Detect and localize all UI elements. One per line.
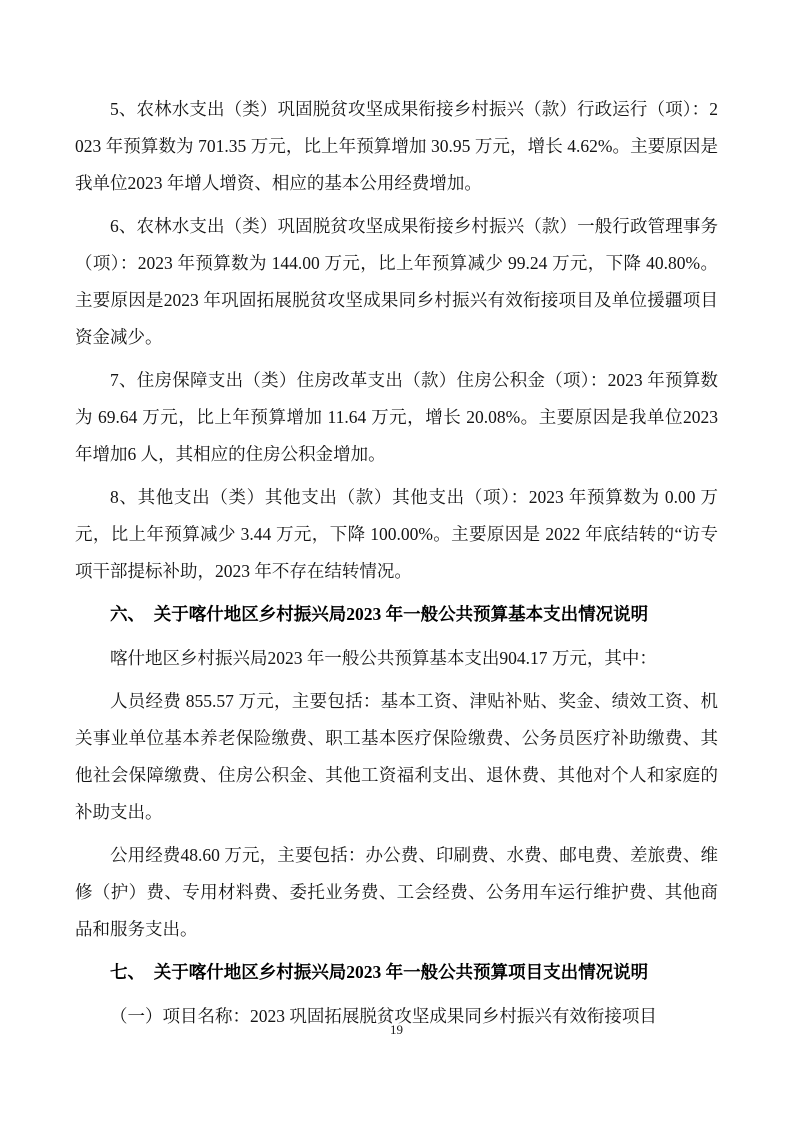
paragraph-item-5-admin-operation: 5、农林水支出（类）巩固脱贫攻坚成果衔接乡村振兴（款）行政运行（项）：2023 年预算数为 701.35 万元，比上年预算增加 30.95 万元，增长 4.62%。主要原因是我单位2023 年增人增资、相应的基本公用经费增加。 [75,99,718,193]
document-page [75,91,718,1041]
section-heading-6-basic-expenditure: 六、 关于喀什地区乡村振兴局2023 年一般公共预算基本支出情况说明 [110,604,649,624]
paragraph-item-8-other-expenditure: 8、其他支出（类）其他支出（款）其他支出（项）：2023 年预算数为 0.00 万元，比上年预算减少 3.44 万元，下降 100.00%。主要原因是 2022 年底结转的“访专项干部提标补助，2023 年不存在结转情况。 [75,487,718,581]
page-number: 19 [390,1022,403,1037]
paragraph-personnel-funds: 人员经费 855.57 万元，主要包括：基本工资、津贴补贴、奖金、绩效工资、机关事业单位基本养老保险缴费、职工基本医疗保险缴费、公务员医疗补助缴费、其他社会保障缴费、住房公积金、其他工资福利支出、退休费、其他对个人和家庭的补助支出。 [75,691,718,822]
section-heading-7-project-expenditure: 七、 关于喀什地区乡村振兴局2023 年一般公共预算项目支出情况说明 [110,962,649,982]
paragraph-basic-expenditure-total: 喀什地区乡村振兴局2023 年一般公共预算基本支出904.17 万元，其中： [110,648,657,668]
paragraph-project-name: （一）项目名称：2023 巩固拓展脱贫攻坚成果同乡村振兴有效衔接项目 [110,1006,657,1026]
paragraph-public-funds: 公用经费48.60 万元，主要包括：办公费、印刷费、水费、邮电费、差旅费、维修（护）费、专用材料费、委托业务费、工会经费、公务用车运行维护费、其他商品和服务支出。 [75,845,718,939]
paragraph-item-6-general-admin-affairs: 6、农林水支出（类）巩固脱贫攻坚成果衔接乡村振兴（款）一般行政管理事务（项）：2023 年预算数为 144.00 万元，比上年预算减少 99.24 万元，下降 40.80%。主要原因是2023 年巩固拓展脱贫攻坚成果同乡村振兴有效衔接项目及单位援疆项目资金减少。 [75,216,718,347]
paragraph-item-7-housing-fund: 7、住房保障支出（类）住房改革支出（款）住房公积金（项）：2023 年预算数为 69.64 万元，比上年预算增加 11.64 万元，增长 20.08%。主要原因是我单位2023 年增加6 人，其相应的住房公积金增加。 [75,370,718,464]
